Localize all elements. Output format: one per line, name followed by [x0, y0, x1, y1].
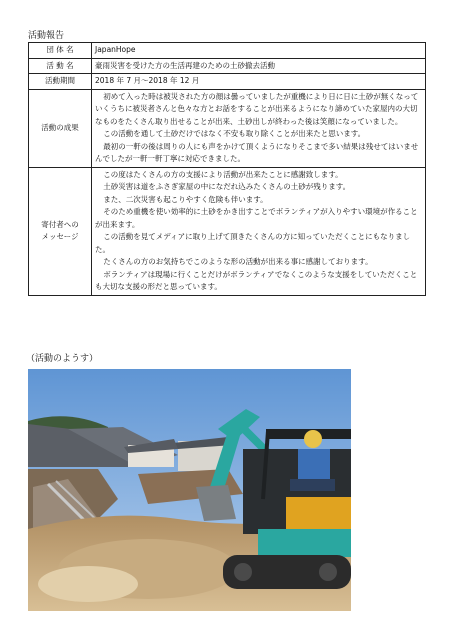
- row-results: [29, 89, 426, 167]
- row-message: [29, 167, 426, 295]
- message-paragraph: たくさんの方のお気持ちでこのような形の活動が出来る事に感謝しております。: [103, 257, 373, 266]
- results-value: [92, 89, 426, 167]
- results-paragraph: 最初の一軒の後は周りの人にも声をかけて頂くようになりそこまで多い結果は残せてはいませんでしたが一軒一軒丁寧に対応できました。: [95, 141, 419, 163]
- row-activity: [29, 58, 426, 74]
- message-paragraph: ボランティアは現場に行くことだけがボランティアでなくこのような支援をしていただくことも大切な支援の形だと思っています。: [95, 269, 418, 291]
- message-paragraph: 土砂災害は道をふさぎ家屋の中になだれ込みたくさんの土砂が残ります。: [103, 182, 351, 191]
- activity-label: 活 動 名: [29, 58, 92, 74]
- report-table: [28, 42, 426, 296]
- row-period: [29, 74, 426, 90]
- results-paragraph: この活動を通して土砂だけではなく不安も取り除くことが出来たと思います。: [103, 129, 366, 138]
- excavator-scene-image: [28, 369, 351, 611]
- report-heading: 活動報告: [28, 31, 65, 41]
- message-label-line: 寄付者への: [41, 219, 79, 229]
- activity-value: 豪雨災害を受けた方の生活再建のための土砂撤去活動: [92, 58, 426, 74]
- row-team: [29, 43, 426, 59]
- message-paragraph: この活動を見てメディアに取り上げて頂きたくさんの方に知っていただくことにもなりました。: [95, 232, 411, 254]
- message-paragraph: そのため重機を使い効率的に土砂をかき出すことでボランティアが入りやすい環境が作ることが出来ます。: [95, 207, 418, 229]
- message-value: [92, 167, 426, 295]
- message-paragraph: また、二次災害も起こりやすく危険も伴います。: [103, 194, 268, 204]
- results-label: 活動の成果: [29, 89, 92, 167]
- message-label: [29, 167, 92, 295]
- message-paragraph: この度はたくさんの方の支援により活動が出来たことに感謝致します。: [103, 169, 343, 179]
- message-label-line: メッセージ: [41, 232, 79, 241]
- team-value: JapanHope: [92, 43, 426, 59]
- team-label: 団 体 名: [29, 43, 92, 59]
- results-paragraph: 初めて入った時は被災された方の顔は曇っていましたが重機により日に日に土砂が無くなっていくうちに被災者さんと色々な方とお話をすることが出来るようになり諦めていた家屋内の大切なものをたくさん取り出せることが出来、土砂出しが終わった後は笑顔になっていました。: [95, 91, 419, 126]
- activity-photo: [28, 369, 351, 611]
- photo-caption: （活動のようす）: [26, 354, 99, 364]
- period-value: 2018 年 7 月～2018 年 12 月: [92, 74, 426, 90]
- period-label: 活動期間: [29, 74, 92, 90]
